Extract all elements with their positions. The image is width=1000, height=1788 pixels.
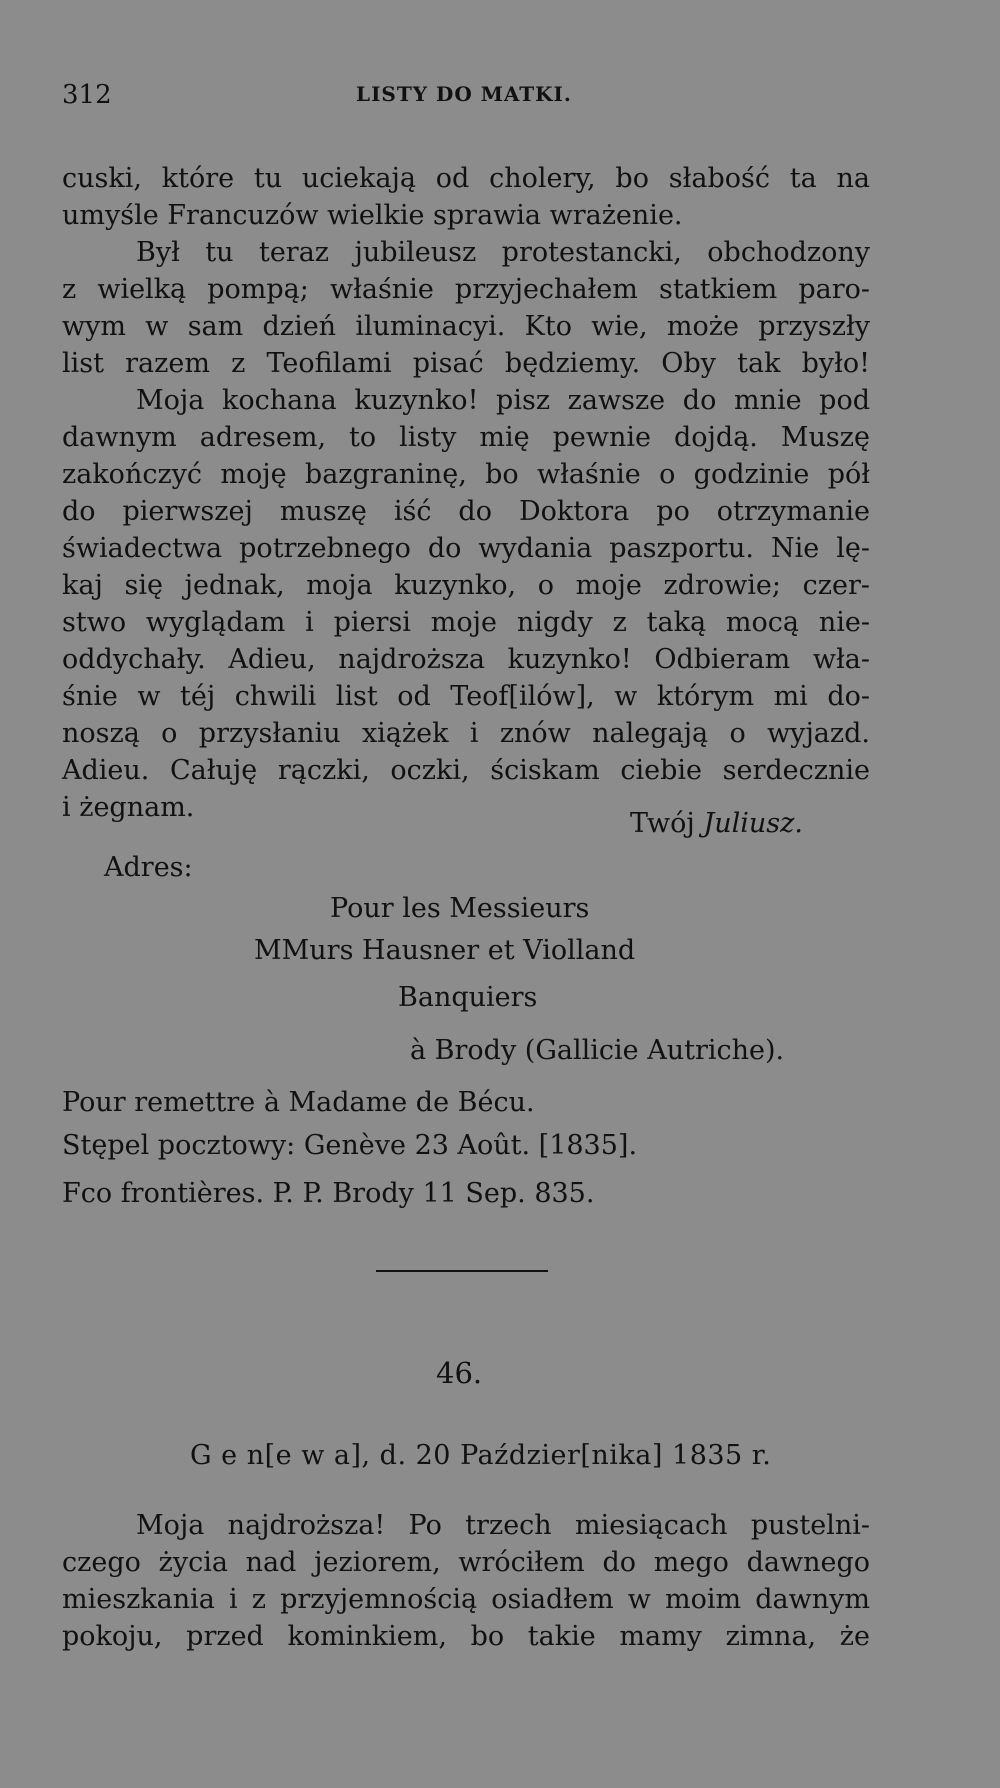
body-line: dawnym adresem, to listy mię pewnie dojdą. Muszę [62, 422, 870, 453]
signature-prefix: Twój [630, 808, 695, 839]
letter-date-line: G e n[e w a], d. 20 Paździer[nika] 1835 r. [190, 1440, 772, 1471]
body-line: Był tu teraz jubileusz protestancki, obchodzony [136, 237, 870, 268]
running-title: LISTY DO MATKI. [356, 82, 572, 106]
address-line: Pour les Messieurs [330, 893, 590, 924]
body-line: wym w sam dzień iluminacyi. Kto wie, może przyszły [62, 311, 870, 342]
body-line: oddychały. Adieu, najdroższa kuzynko! Odbieram wła- [62, 644, 870, 675]
section-divider [376, 1270, 548, 1272]
body-line: zakończyć moję bazgraninę, bo właśnie o godzinie pół [62, 459, 870, 490]
body-line: Moja kochana kuzynko! pisz zawsze do mnie pod [136, 385, 870, 416]
body-line: czego życia nad jeziorem, wróciłem do mego dawnego [62, 1547, 870, 1578]
body-line: i żegnam. [62, 792, 195, 823]
body-line: do pierwszej muszę iść do Doktora po otrzymanie [62, 496, 870, 527]
body-line: noszą o przysłaniu xiążek i znów nalegają o wyjazd. [62, 718, 870, 749]
address-line: Banquiers [398, 982, 538, 1013]
body-line: pokoju, przed kominkiem, bo takie mamy zimna, że [62, 1621, 870, 1652]
address-label: Adres: [104, 852, 193, 883]
body-line: świadectwa potrzebnego do wydania paszportu. Nie lę- [62, 533, 870, 564]
body-line: cuski, które tu uciekają od cholery, bo słabość ta na [62, 163, 870, 194]
body-line: mieszkania i z przyjemnością osiadłem w moim dawnym [62, 1584, 870, 1615]
body-line: stwo wyglądam i piersi moje nigdy z taką mocą nie- [62, 607, 870, 638]
body-line: kaj się jednak, moja kuzynko, o moje zdrowie; czer- [62, 570, 870, 601]
page-number: 312 [62, 80, 112, 110]
body-line: Adieu. Całuję rączki, oczki, ściskam ciebie serdecznie [62, 755, 870, 786]
body-line: z wielką pompą; właśnie przyjechałem statkiem paro- [62, 274, 870, 305]
body-line: Moja najdroższa! Po trzech miesiącach pustelni- [136, 1510, 870, 1541]
address-line: à Brody (Gallicie Autriche). [410, 1035, 785, 1066]
letter-number: 46. [436, 1356, 483, 1390]
signature [630, 808, 803, 839]
body-line: umyśle Francuzów wielkie sprawia wrażenie. [62, 200, 683, 231]
body-line: list razem z Teofilami pisać będziemy. Oby tak było! [62, 348, 870, 379]
signature-name: Juliusz. [703, 808, 803, 839]
note-line: Fco frontières. P. P. Brody 11 Sep. 835. [62, 1178, 595, 1209]
note-line: Stępel pocztowy: Genève 23 Août. [1835]. [62, 1130, 638, 1161]
note-line: Pour remettre à Madame de Bécu. [62, 1087, 535, 1118]
body-line: śnie w téj chwili list od Teof[ilów], w którym mi do- [62, 681, 870, 712]
address-line: MMurs Hausner et Violland [254, 935, 636, 966]
